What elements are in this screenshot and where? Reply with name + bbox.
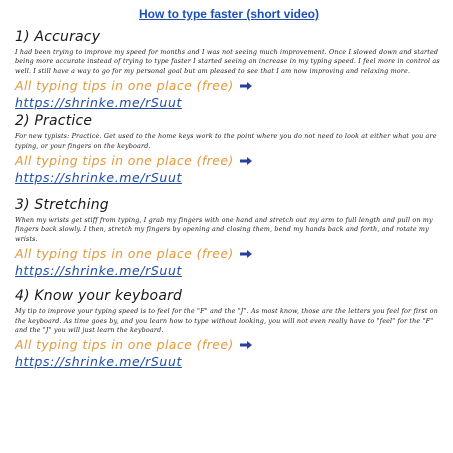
right-arrow-icon	[240, 157, 252, 165]
right-arrow-icon	[240, 341, 252, 349]
promo-text: All typing tips in one place (free)	[15, 337, 234, 353]
section-know-your-keyboard	[15, 288, 443, 369]
promo-line	[15, 337, 443, 352]
promo-text: All typing tips in one place (free)	[15, 153, 234, 169]
section-body: My tip to improve your typing speed is to feel for the "F" and the "J". As most know, those are the letters you feel for first on the keyboard. As time goes by, and you learn how to type without looking, you will not even really have to "feel" for the "F" and the "J" you will just learn the keyboard.	[15, 307, 438, 335]
section-body: For new typists: Practice. Get used to the home keys work to the point where you do not need to look at either what you are typing, or your fingers on the keyboard.	[15, 132, 437, 150]
promo-link[interactable]: https://shrinke.me/rSuut	[15, 263, 182, 279]
section-heading: 1) Accuracy	[15, 29, 101, 45]
section-accuracy	[15, 29, 443, 110]
promo-link[interactable]: https://shrinke.me/rSuut	[15, 170, 182, 186]
section-heading: 4) Know your keyboard	[15, 288, 183, 305]
promo-line	[15, 153, 443, 168]
promo-line	[15, 246, 443, 261]
video-link[interactable]: How to type faster (short video)	[138, 7, 320, 21]
promo-link[interactable]: https://shrinke.me/rSuut	[15, 95, 182, 111]
promo-link[interactable]: https://shrinke.me/rSuut	[15, 354, 182, 370]
section-practice	[15, 113, 443, 185]
section-heading: 2) Practice	[15, 113, 93, 130]
section-stretching	[15, 197, 443, 278]
promo-text: All typing tips in one place (free)	[15, 246, 234, 262]
section-body: I had been trying to improve my speed for months and I was not seeing much improvement. Once I slowed down and started being more accurate instead of trying to type faster I started seeing an increase in my typing speed. I feel more in control as well. I still have a way to go for my personal goal but am pleased to see that I am now improving and relaxing more.	[15, 48, 440, 75]
right-arrow-icon	[240, 250, 252, 258]
section-body: When my wrists get stiff from typing, I grab my fingers with one hand and stretch out my arm to full length and pull on my fingers back slowly. I then, stretch my fingers by opening and closing them, bend my hands back and forth, and rotate my wrists.	[15, 216, 433, 243]
promo-line	[15, 78, 443, 93]
right-arrow-icon	[240, 82, 252, 90]
section-heading: 3) Stretching	[15, 197, 109, 214]
promo-text: All typing tips in one place (free)	[15, 78, 234, 94]
